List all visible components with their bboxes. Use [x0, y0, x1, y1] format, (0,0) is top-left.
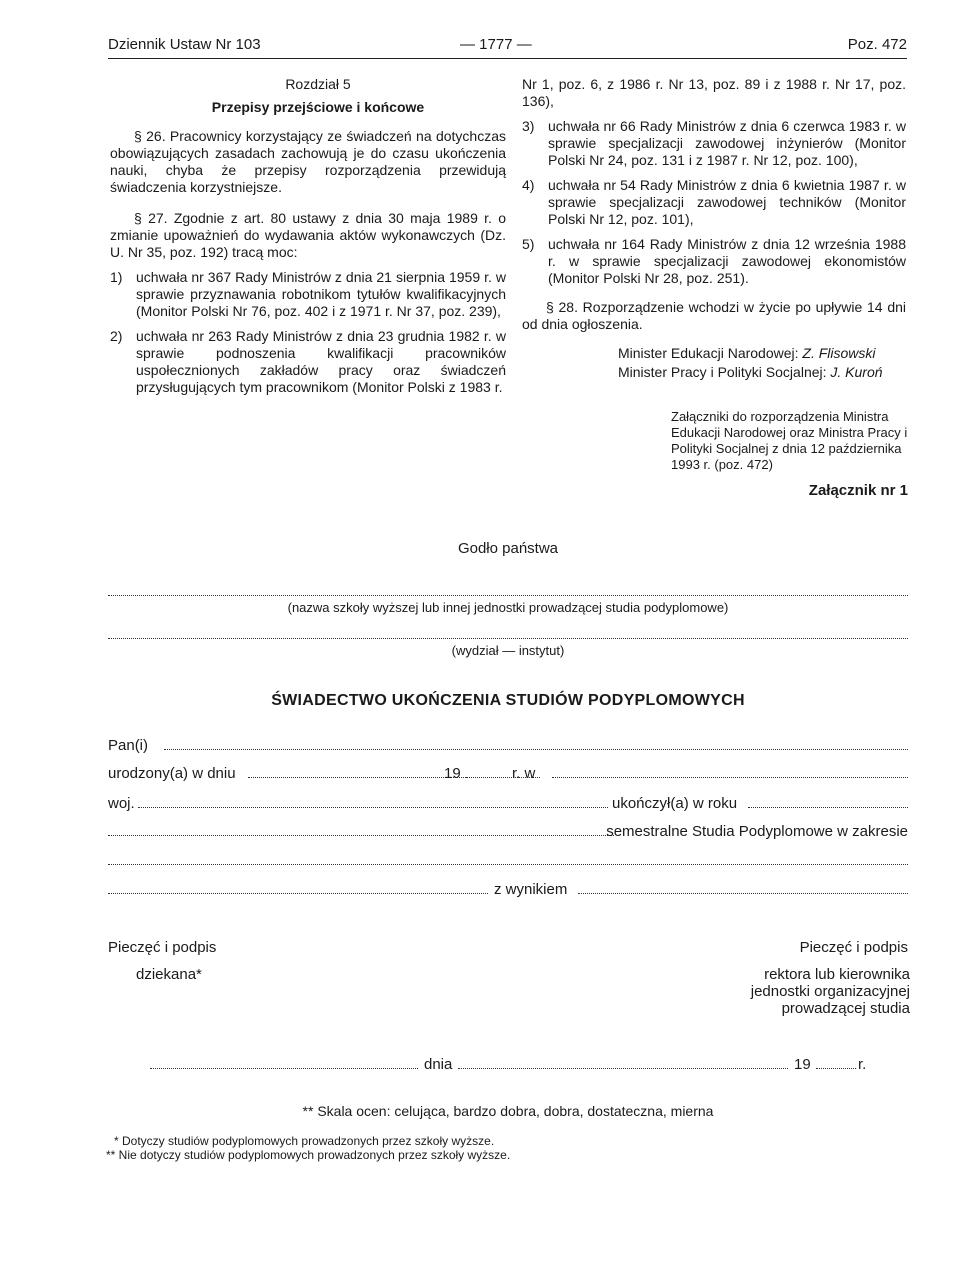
- label-pan: Pan(i): [108, 737, 149, 754]
- item-number: 2): [110, 328, 123, 344]
- journal-title: Dziennik Ustaw Nr 103: [108, 36, 261, 53]
- birth-year-field[interactable]: [466, 765, 516, 778]
- form-row-voivodeship: [108, 795, 908, 813]
- list-item: [522, 236, 906, 287]
- stamp-left-label: Pieczęć i podpis: [108, 939, 217, 956]
- list-item: [110, 328, 506, 396]
- label-19: 19: [794, 1056, 811, 1073]
- item-number: 5): [522, 236, 535, 252]
- signature-name: J. Kuroń: [830, 364, 883, 380]
- item-text: uchwała nr 164 Rady Ministrów z dnia 12 września 1988 r. w sprawie specjalizacji zawodowej ekonomistów (Monitor Polski Nr 28, poz. 251).: [548, 236, 906, 286]
- completion-year-field[interactable]: [748, 795, 908, 808]
- signature-minister-labour: [522, 364, 906, 381]
- date-row: [150, 1056, 870, 1074]
- paragraph-26: § 26. Pracownicy korzystający ze świadczeń na dotychczas obowiązujących zasadach zachowują je do czasu ukończenia nauki, chyba że przepisy rozporządzenia przewidują świadczenia korzystniejsze.: [110, 128, 506, 195]
- page-number: — 1777 —: [460, 36, 532, 53]
- scope-field[interactable]: [108, 852, 908, 865]
- paragraph-27: § 27. Zgodnie z art. 80 ustawy z dnia 30 maja 1989 r. o zmianie upoważnień do wydawania aktów wykonawczych (Dz. U. Nr 35, poz. 192) tracą moc:: [110, 210, 506, 260]
- signature-role: Minister Pracy i Polityki Socjalnej:: [618, 364, 827, 380]
- department-caption: (wydział — instytut): [451, 643, 565, 658]
- school-caption: (nazwa szkoły wyższej lub innej jednostki prowadzącej studia podyplomowe): [287, 600, 729, 615]
- page-header: [108, 36, 907, 59]
- list-item: [522, 177, 906, 228]
- signature-minister-education: [522, 345, 906, 362]
- item-text: uchwała nr 367 Rady Ministrów z dnia 21 sierpnia 1959 r. w sprawie przyznawania robotnikom tytułów kwalifikacyjnych (Monitor Polski Nr 76, poz. 402 i z 1971 r. Nr 37, poz. 239),: [136, 269, 506, 319]
- chapter-title: Przepisy przejściowe i końcowe: [211, 99, 425, 115]
- list-item: [110, 269, 506, 320]
- form-row-result: [108, 881, 908, 899]
- birth-place-field[interactable]: [552, 765, 908, 778]
- right-column: [522, 76, 906, 381]
- state-emblem-label: Godło państwa: [457, 540, 559, 557]
- year-field[interactable]: [816, 1056, 856, 1069]
- grading-scale: ** Skala ocen: celująca, bardzo dobra, dobra, dostateczna, mierna: [302, 1103, 714, 1119]
- position-number: Poz. 472: [847, 36, 907, 53]
- item-number: 4): [522, 177, 535, 193]
- label-born: urodzony(a) w dniu: [108, 765, 236, 782]
- left-column: [110, 76, 506, 396]
- label-dnia: dnia: [424, 1056, 453, 1073]
- footnote-1: * Dotyczy studiów podyplomowych prowadzonych przez szkoły wyższe.: [114, 1134, 495, 1148]
- certificate-title: ŚWIADECTWO UKOŃCZENIA STUDIÓW PODYPLOMOWYCH: [271, 692, 745, 709]
- form-row-birth: [108, 765, 908, 783]
- result-field[interactable]: [578, 881, 908, 894]
- item-text: uchwała nr 263 Rady Ministrów z dnia 23 grudnia 1982 r. w sprawie podnoszenia kwalifikacji pracowników uspołecznionych zakładów pracy oraz świadczeń przysługujących tym pracownikom (Monitor Polski z 1983 r.: [136, 328, 506, 395]
- chapter-number: Rozdział 5: [285, 76, 351, 92]
- signature-name: Z. Flisowski: [802, 345, 876, 361]
- signature-role: Minister Edukacji Narodowej:: [618, 345, 799, 361]
- semesters-field[interactable]: [108, 823, 614, 836]
- label-semestral: semestralne Studia Podyplomowe w zakresie: [606, 823, 908, 840]
- school-name-line: [108, 583, 908, 596]
- label-r-w: r. w: [512, 765, 536, 782]
- item-number: 1): [110, 269, 123, 285]
- date-field[interactable]: [458, 1056, 788, 1069]
- label-r: r.: [858, 1056, 867, 1073]
- item-text: uchwała nr 54 Rady Ministrów z dnia 6 kwietnia 1987 r. w sprawie specjalizacji zawodowej techników (Monitor Polski Nr 12, poz. 101),: [548, 177, 906, 227]
- continuation-text: Nr 1, poz. 6, z 1986 r. Nr 13, poz. 89 i z 1988 r. Nr 17, poz. 136),: [522, 76, 906, 109]
- label-completed: ukończył(a) w roku: [612, 795, 738, 812]
- label-result: z wynikiem: [494, 881, 568, 898]
- stamp-right-label: Pieczęć i podpis: [799, 939, 908, 956]
- name-field[interactable]: [164, 737, 908, 750]
- form-row-name: [108, 737, 908, 755]
- annex-note: Załączniki do rozporządzenia Ministra Edukacji Narodowej oraz Ministra Pracy i Polityki Socjalnej z dnia 12 października 1993 r. (poz. 472): [671, 409, 908, 472]
- label-19: 19: [444, 765, 461, 782]
- place-field[interactable]: [150, 1056, 418, 1069]
- annex-title: Załącznik nr 1: [808, 482, 908, 499]
- stamp-left-role: dziekana*: [136, 966, 202, 983]
- footnote-2: ** Nie dotyczy studiów podyplomowych prowadzonych przez szkoły wyższe.: [106, 1148, 511, 1162]
- form-row-semestral: [108, 823, 908, 841]
- form-row-scope: [108, 852, 908, 870]
- scope-field-2[interactable]: [108, 881, 488, 894]
- department-line: [108, 626, 908, 639]
- label-woj: woj.: [108, 795, 135, 812]
- voivodeship-field[interactable]: [138, 795, 608, 808]
- paragraph-28: § 28. Rozporządzenie wchodzi w życie po upływie 14 dni od dnia ogłoszenia.: [522, 299, 906, 332]
- list-item: [522, 118, 906, 169]
- item-number: 3): [522, 118, 535, 134]
- stamp-right-role: rektora lub kierownika jednostki organizacyjnej prowadzącej studia: [750, 966, 910, 1017]
- item-text: uchwała nr 66 Rady Ministrów z dnia 6 czerwca 1983 r. w sprawie specjalizacji zawodowej inżynierów (Monitor Polski Nr 24, poz. 131 i z 1987 r. Nr 12, poz. 100),: [548, 118, 906, 168]
